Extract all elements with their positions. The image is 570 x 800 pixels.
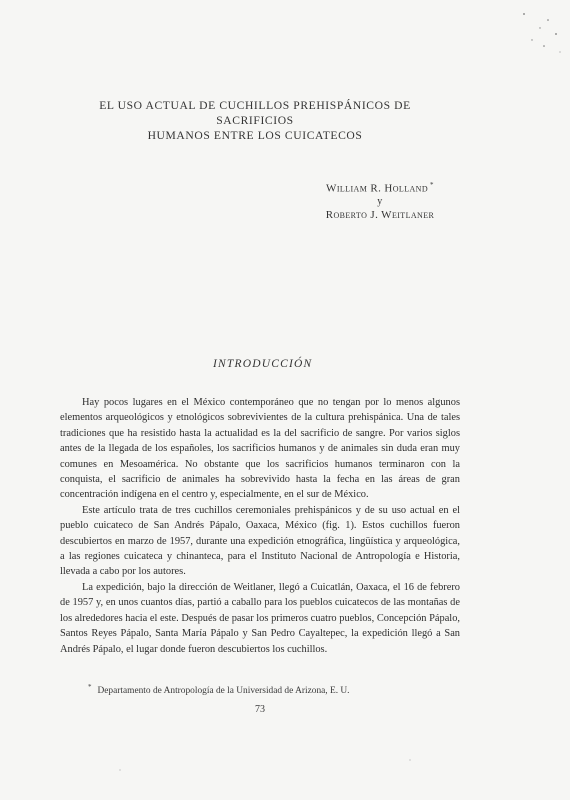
paragraph-3: La expedición, bajo la dirección de Weitlaner, llegó a Cuicatlán, Oaxaca, el 16 de febrero de 1957 y, en unos cuantos días, partió a caballo para los pueblos cuicatecos de las montañas de los alrededores hacia el este. Después de pasar los primeros cuatro pueblos, Concepción Pápalo, Santos Reyes Pápalo, Santa María Pápalo y San Pedro Cayaltepec, la expedición llegó a San Andrés Pápalo, el lugar donde fueron descubiertos los cuchillos. <box>60 581 460 655</box>
paragraph-1: Hay pocos lugares en el México contemporáneo que no tengan por lo menos algunos elementos arqueológicos y etnológicos sobrevivientes de la cultura prehispánica. Una de tales tradiciones que ha resistido hasta la actualidad es la del sacrificio de sangre. Por varios siglos antes de la llegada de los españoles, los sacrificios humanos y de animales sin duda eran muy comunes en Mesoamérica. No obstante que los sacrificios humanos terminaron con la conquista, el sacrificio de animales ha sobrevivido hasta la fecha en las áreas de gran concentración indígena en el centro y, especialmente, en el sur de México. <box>60 397 460 501</box>
footnote <box>88 683 350 696</box>
section-heading: INTRODUCCIÓN <box>213 358 313 370</box>
title-line-1: EL USO ACTUAL DE CUCHILLOS PREHISPÁNICOS DE SACRIFICIOS <box>99 99 411 127</box>
author-conjunction: y <box>377 195 383 207</box>
author-1 <box>300 178 460 196</box>
article-title <box>60 98 450 143</box>
author-1-name: William R. Holland <box>326 182 429 195</box>
author-block <box>300 178 460 222</box>
author-2: Roberto J. Weitlaner <box>325 208 435 221</box>
author-1-footnote-mark: * <box>430 181 434 189</box>
page-number: 73 <box>255 704 265 715</box>
paragraph-2: Este artículo trata de tres cuchillos ceremoniales prehispánicos y de su uso actual en el pueblo cuicateco de San Andrés Pápalo, Oaxaca, México (fig. 1). Estos cuchillos fueron descubiertos en marzo de 1957, durante una expedición etnográfica, lingüística y arqueológica, a las regiones cuicateca y chinanteca, para el Instituto Nacional de Antropología e Historia, llevada a cabo por los autores. <box>60 504 460 578</box>
body-text <box>60 395 460 657</box>
title-line-2: HUMANOS ENTRE LOS CUICATECOS <box>147 129 363 142</box>
footnote-text: Departamento de Antropología de la Universidad de Arizona, E. U. <box>97 686 350 697</box>
footnote-mark: * <box>88 683 92 691</box>
